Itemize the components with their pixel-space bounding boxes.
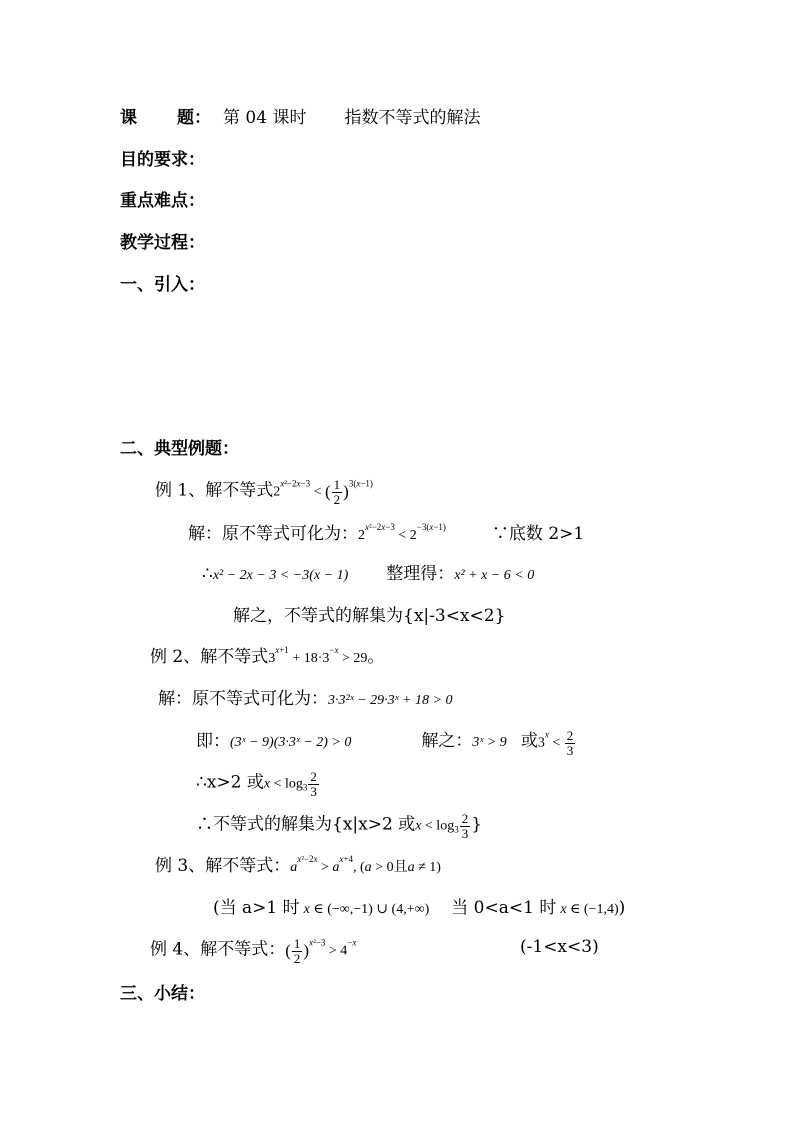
ex3-interval-b: x ∈ (−1,4)	[560, 902, 619, 917]
ex2-log-ineq: $x < \log_3$ $\frac{2}{3}$	[263, 769, 317, 799]
ex2-solution-set	[196, 812, 482, 840]
label-colon: ：	[194, 108, 211, 128]
ex4-answer: (-1<x<3)	[520, 937, 599, 957]
ex1-arrange: 整理得：	[386, 564, 455, 584]
ex3-formula: $a^{x^2-2x} > a^{x+4}$, (a > 0且a ≠ 1)	[290, 854, 441, 875]
ex2-statement	[150, 647, 384, 668]
ex4-statement	[150, 937, 356, 965]
ex1-solution-line2	[202, 564, 534, 585]
ex1-solution-line1	[188, 524, 584, 545]
keypoints-heading: 重点难点：	[120, 191, 205, 211]
ex2-factored: (3ˣ − 9)(3·3ˣ − 2) > 0	[230, 735, 352, 751]
ex2-sol-expr: 3·3²ˣ − 29·3ˣ + 18 > 0	[328, 693, 453, 708]
ex1-label: 例 1、解不等式	[155, 480, 274, 501]
ex2-therefore2: ∴不等式的解集为{x|x>2 或	[196, 814, 416, 835]
ex2-solution-line1	[158, 689, 452, 710]
ex2-or: 或	[520, 731, 538, 752]
ex2-formula: $3^{x+1} + 18\cdot 3^{-x} > 29$	[268, 645, 368, 666]
ex3-interval-a: x ∈ (−∞,−1) ∪ (4,+∞)	[303, 902, 430, 917]
label-ke: 课	[120, 108, 137, 128]
ex3-statement	[155, 856, 441, 877]
process-heading: 教学过程：	[120, 233, 205, 253]
ex2-solution-line2	[196, 729, 576, 757]
label-ti: 题	[177, 108, 194, 128]
summary-heading: 三、小结：	[120, 984, 205, 1004]
ex1-step: x² − 2x − 3 < −3(x − 1)	[212, 568, 349, 583]
ex1-therefore: ∴	[202, 564, 213, 584]
ex4-label: 例 4、解不等式：	[150, 939, 286, 960]
ex4-formula: ( $\frac{1}{2}$ )$^{x^2-3} > 4^{-x}$	[285, 936, 357, 966]
ex2-sol-prefix: 解：原不等式可化为：	[158, 689, 328, 709]
intro-heading: 一、引入：	[120, 275, 205, 295]
ex1-solution-set: 解之，不等式的解集为{x|-3<x<2}	[233, 606, 506, 626]
ex1-rewritten: $2^{x^2-2x-3} < 2^{-3(x-1)}$	[358, 522, 446, 543]
ex2-label: 例 2、解不等式	[150, 647, 269, 667]
ex2-set-close: }	[471, 814, 483, 835]
ex2-root2: $3^x$ < $\frac{2}{3}$	[537, 728, 574, 758]
ex1-because: ∵底数 2>1	[491, 524, 585, 544]
ex2-solve: 解之：	[421, 731, 473, 752]
goals-heading: 目的要求：	[120, 150, 205, 170]
ex3-answer-a: (当 a>1 时	[213, 898, 300, 918]
ex3-close: )	[618, 898, 626, 918]
ex2-solution-line3	[196, 770, 320, 798]
ex2-root1: 3ˣ > 9	[472, 735, 507, 751]
ex3-label: 例 3、解不等式：	[155, 856, 291, 876]
ex1-formula: $2^{x^2-2x-3}$ < ( $\frac{1}{2}$ )$^{3(x-1)}$	[273, 477, 373, 507]
ex1-arranged: x² + x − 6 < 0	[454, 568, 535, 583]
lesson-number: 第 04 课时	[223, 108, 307, 128]
examples-heading: 二、典型例题：	[120, 439, 239, 459]
ex2-end: 。	[367, 647, 385, 667]
ex1-statement	[155, 478, 373, 506]
ex3-answer	[213, 898, 625, 919]
ex2-ji: 即：	[196, 731, 230, 752]
lesson-title-line	[120, 108, 480, 128]
ex2-therefore1: ∴x>2 或	[196, 772, 264, 793]
lesson-topic: 指数不等式的解法	[344, 108, 481, 128]
ex3-answer-b: 当 0<a<1 时	[451, 898, 557, 918]
ex2-set-log: $x < \log_3$ $\frac{2}{3}$	[415, 811, 469, 841]
ex1-sol-prefix: 解：原不等式可化为：	[188, 524, 358, 544]
